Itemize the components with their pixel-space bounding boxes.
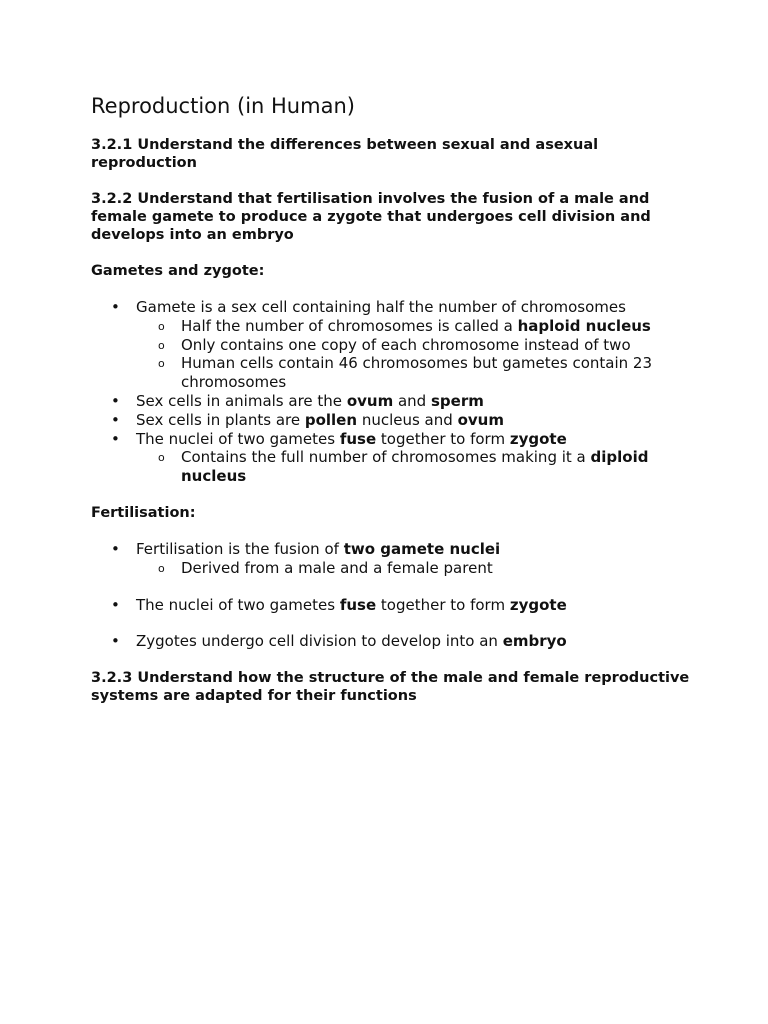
bullet-icon: • xyxy=(111,539,120,558)
bullet-icon: • xyxy=(111,391,120,410)
objective-3-2-3: 3.2.3 Understand how the structure of the male and female reproductive systems are adapted for their functions xyxy=(91,670,690,705)
bullet-icon: • xyxy=(111,298,120,316)
list-item: • Zygotes undergo cell division to develop into an embryo xyxy=(111,632,567,651)
list-item: • Sex cells in animals are the ovum and sperm xyxy=(111,391,484,410)
sub-bullet-icon: o xyxy=(158,357,165,371)
bullet-icon: • xyxy=(111,429,120,448)
sub-list-item: o Only contains one copy of each chromosome instead of two xyxy=(158,335,631,354)
fertilisation-heading: Fertilisation: xyxy=(91,504,196,521)
page-title: Reproduction (in Human) xyxy=(91,94,355,118)
sub-bullet-icon: o xyxy=(158,561,165,575)
objective-3-2-1: 3.2.1 Understand the differences between sexual and asexual reproduction xyxy=(91,137,599,171)
sub-list-item: o Half the number of chromosomes is called a haploid nucleus xyxy=(158,316,651,335)
fertilisation-list xyxy=(91,540,691,651)
sub-bullet-icon: o xyxy=(158,451,165,465)
list-item: • Sex cells in plants are pollen nucleus and ovum xyxy=(111,410,504,429)
list-item: • The nuclei of two gametes fuse together to form zygote o Contains the full number of chromosomes making it a diploid nucleus xyxy=(91,430,691,486)
gametes-heading: Gametes and zygote: xyxy=(91,263,265,279)
bullet-icon: • xyxy=(111,595,120,614)
list-item: • The nuclei of two gametes fuse together to form zygote xyxy=(111,595,567,614)
sub-bullet-icon: o xyxy=(158,319,165,333)
list-item: • Fertilisation is the fusion of two gamete nuclei o Derived from a male and a female parent xyxy=(91,540,691,578)
objective-3-2-2: 3.2.2 Understand that fertilisation involves the fusion of a male and female gamete to produce a zygote that undergoes cell division and develops into an embryo xyxy=(91,191,651,243)
sub-list xyxy=(136,559,691,578)
sub-list xyxy=(136,317,691,392)
list-item: • Gamete is a sex cell containing half the number of chromosomes o Half the number of chromosomes is called a haploid nucleus o Only contains one copy of each chromosome instead of two o Human cells contain 46 chromosomes but gametes contain 23 chromosomes xyxy=(91,298,691,392)
bullet-icon: • xyxy=(111,410,120,429)
sub-bullet-icon: o xyxy=(158,338,165,352)
gametes-list xyxy=(91,298,691,486)
sub-list-item: o Derived from a male and a female parent xyxy=(158,558,493,577)
bullet-icon: • xyxy=(111,632,120,651)
sub-list-item: o Human cells contain 46 chromosomes but gametes contain 23 chromosomes xyxy=(158,354,652,392)
sub-list-item: o Contains the full number of chromosomes making it a diploid nucleus xyxy=(158,448,649,486)
document-page xyxy=(91,92,691,723)
sub-list xyxy=(136,448,691,486)
